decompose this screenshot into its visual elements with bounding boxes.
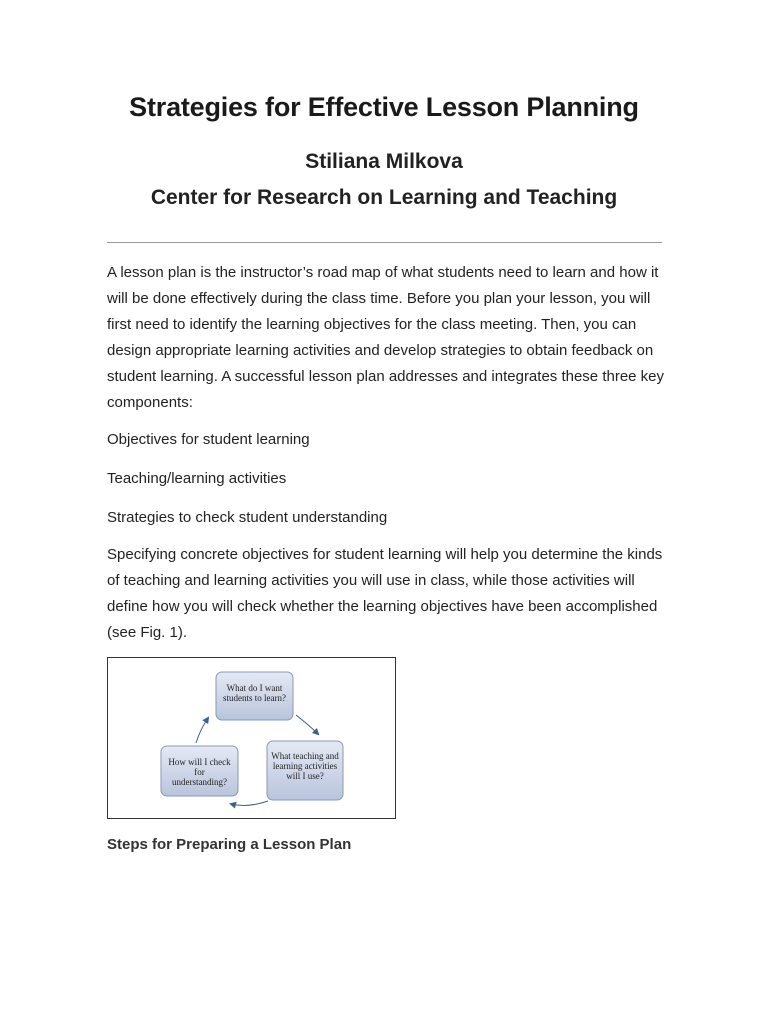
document-title: Strategies for Effective Lesson Planning xyxy=(129,92,639,122)
section-heading: Steps for Preparing a Lesson Plan xyxy=(107,836,352,853)
arrow-activities-to-check xyxy=(231,801,268,805)
node-activities: What teaching and learning activities will I use? xyxy=(271,751,339,781)
component-strategies: Strategies to check student understanding xyxy=(107,509,388,526)
node-check: How will I check for understanding? xyxy=(168,757,231,787)
arrow-check-to-learn xyxy=(196,718,208,743)
arrow-learn-to-activities xyxy=(296,715,318,734)
lesson-cycle-figure xyxy=(107,657,396,819)
node-learn: What do I want students to learn? xyxy=(223,683,286,703)
cycle-diagram xyxy=(108,658,395,818)
author-affiliation: Center for Research on Learning and Teaching xyxy=(150,186,618,209)
specifying-paragraph: Specifying concrete objectives for student learning will help you determine the kinds of teaching and learning activities you will use in class, while those activities will define how you will check whether the learning objectives have been accomplished (see Fig. 1). xyxy=(107,546,663,641)
horizontal-divider xyxy=(107,242,662,243)
intro-paragraph: A lesson plan is the instructor’s road map of what students need to learn and how it will be done effectively during the class time. Before you plan your lesson, you will first need to identify the learning objectives for the class meeting. Then, you can design appropriate learning activities and develop strategies to obtain feedback on student learning. A successful lesson plan addresses and integrates these three key components: xyxy=(107,264,665,411)
author-name: Stiliana Milkova xyxy=(305,150,463,173)
component-objectives: Objectives for student learning xyxy=(107,431,310,448)
component-activities: Teaching/learning activities xyxy=(107,470,287,487)
